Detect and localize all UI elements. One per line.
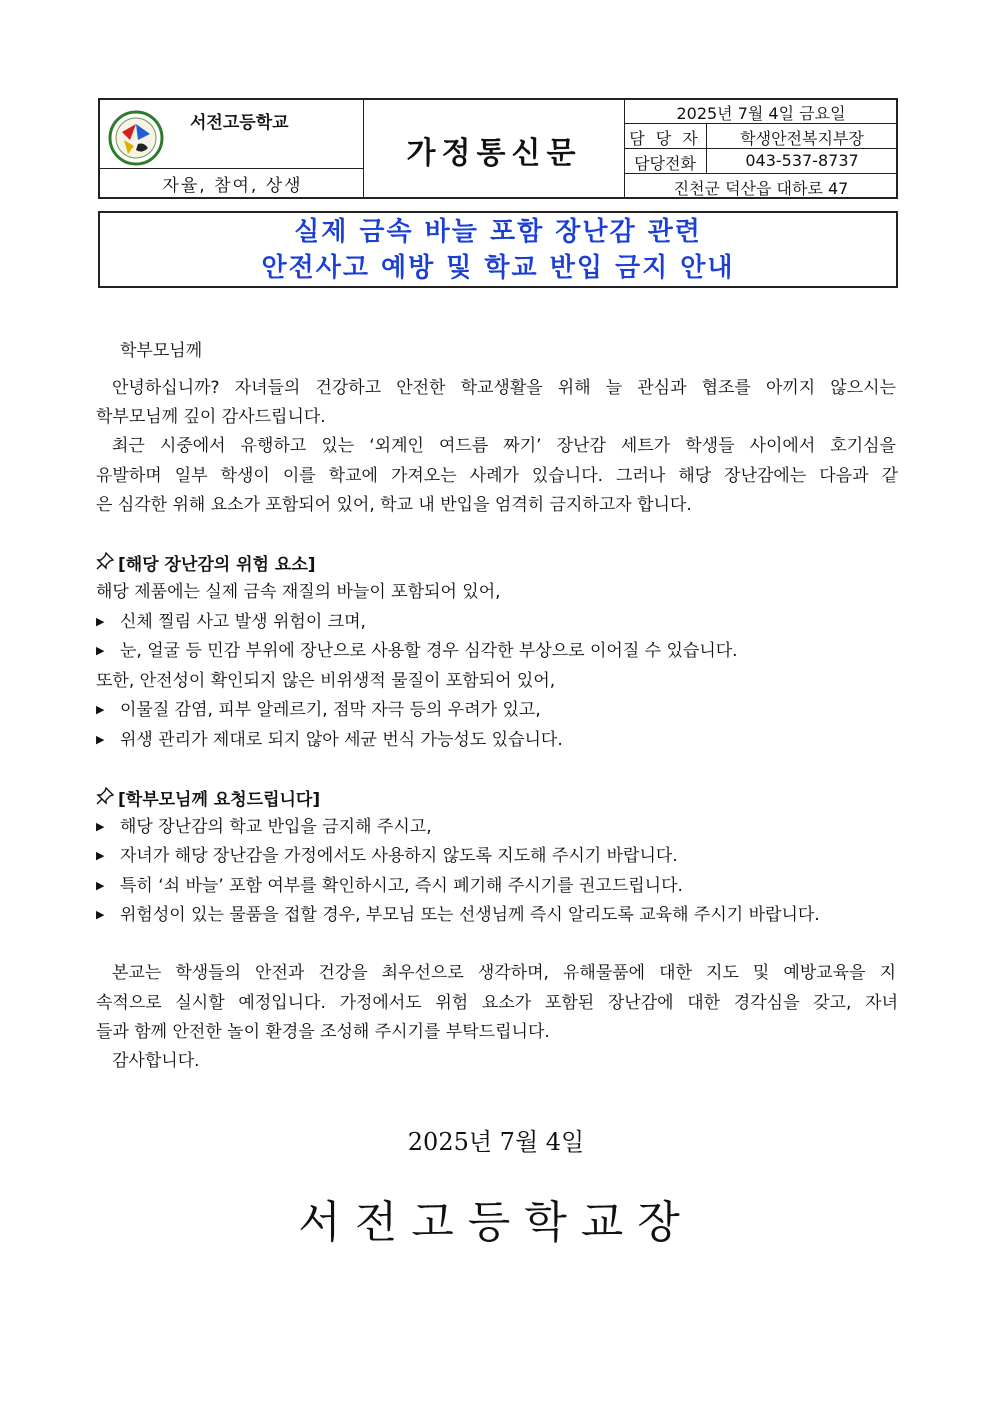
section-heading-requests: [96, 787, 898, 811]
pushpin-icon: [96, 787, 118, 811]
notice-title-line-1: 실제 금속 바늘 포함 장난감 관련: [294, 217, 702, 247]
greeting: 학부모님께: [120, 341, 203, 361]
paragraph-line: 속적으로 실시할 예정입니다. 가정에서도 위험 요소가 포함된 장난감에 대한 경각심을 갖고, 자녀: [96, 993, 898, 1013]
school-motto: 자율, 참여, 상생: [162, 176, 303, 196]
phone-label: 담당전화: [634, 154, 696, 173]
divider: [100, 168, 363, 169]
paragraph-line: 들과 함께 안전한 놀이 환경을 조성해 주시기를 부탁드립니다.: [96, 1022, 550, 1042]
paragraph-line: 최근 시중에서 유행하고 있는 ‘외계인 여드름 짜기’ 장난감 세트가 학생들 사이에서 호기심을: [112, 436, 896, 456]
list-item-text: 눈, 얼굴 등 민감 부위에 장난으로 사용할 경우 심각한 부상으로 이어질 수 있습니다.: [120, 641, 738, 661]
footer-date: 2025년 7월 4일: [407, 1128, 585, 1156]
triangle-bullet-icon: ▶: [96, 820, 105, 833]
triangle-bullet-icon: ▶: [96, 644, 105, 657]
school-emblem-logo: [108, 110, 164, 166]
principal-signature: 서전고등학교장: [298, 1197, 694, 1248]
notice-title-box: [98, 211, 898, 288]
paragraph-line: 학부모님께 깊이 감사드립니다.: [96, 407, 326, 427]
list-item-text: 해당 장난감의 학교 반입을 금지해 주시고,: [120, 817, 432, 837]
triangle-bullet-icon: ▶: [96, 908, 105, 921]
triangle-bullet-icon: ▶: [96, 849, 105, 862]
paragraph-line: 은 심각한 위해 요소가 포함되어 있어, 학교 내 반입을 엄격히 금지하고자 합니다.: [96, 495, 692, 515]
pushpin-icon: [96, 552, 118, 576]
list-item-text: 자녀가 해당 장난감을 가정에서도 사용하지 않도록 지도해 주시기 바랍니다.: [120, 846, 678, 866]
triangle-bullet-icon: ▶: [96, 733, 105, 746]
section-title: [학부모님께 요청드립니다]: [118, 790, 321, 810]
list-item: [96, 640, 898, 662]
section-intro: 해당 제품에는 실제 금속 재질의 바늘이 포함되어 있어,: [96, 582, 501, 602]
phone-value: 043-537-8737: [745, 151, 859, 170]
list-item: [96, 816, 898, 838]
triangle-bullet-icon: ▶: [96, 703, 105, 716]
document-type-title: 가정통신문: [406, 136, 582, 171]
notice-title-line-2: 안전사고 예방 및 학교 반입 금지 안내: [261, 253, 735, 283]
school-address: 진천군 덕산읍 대하로 47: [673, 179, 849, 198]
list-item: [96, 845, 898, 867]
school-name: 서전고등학교: [190, 113, 289, 133]
list-item-text: 위생 관리가 제대로 되지 않아 세균 번식 가능성도 있습니다.: [120, 730, 563, 750]
section-title: [해당 장난감의 위험 요소]: [118, 555, 316, 575]
list-item-text: 특히 ‘쇠 바늘’ 포함 여부를 확인하시고, 즉시 폐기해 주시기를 권고드립니다.: [120, 876, 683, 896]
list-item: [96, 699, 898, 721]
list-item: [96, 875, 898, 897]
list-item-text: 위험성이 있는 물품을 접할 경우, 부모님 또는 선생님께 즉시 알리도록 교육해 주시기 바랍니다.: [120, 905, 820, 925]
list-item: [96, 611, 898, 633]
list-item-text: 신체 찔림 사고 발생 위험이 크며,: [120, 612, 366, 632]
triangle-bullet-icon: ▶: [96, 879, 105, 892]
manager-label: 담 당 자: [629, 129, 701, 148]
section-intro: 또한, 안전성이 확인되지 않은 비위생적 물질이 포함되어 있어,: [96, 671, 556, 691]
manager-value: 학생안전복지부장: [740, 129, 864, 148]
paragraph-line: 안녕하십니까? 자녀들의 건강하고 안전한 학교생활을 위해 늘 관심과 협조를 아끼지 않으시는: [112, 378, 896, 398]
list-item: [96, 729, 898, 751]
header-table: [98, 98, 898, 199]
closing-thanks: 감사합니다.: [112, 1051, 200, 1071]
triangle-bullet-icon: ▶: [96, 615, 105, 628]
paragraph-line: 유발하며 일부 학생이 이를 학교에 가져오는 사례가 있습니다. 그러나 해당 장난감에는 다음과 같: [96, 466, 898, 486]
issue-date: 2025년 7월 4일 금요일: [676, 104, 846, 123]
list-item-text: 이물질 감염, 피부 알레르기, 점막 자극 등의 우려가 있고,: [120, 700, 541, 720]
list-item: [96, 904, 898, 926]
section-heading-risks: [96, 552, 898, 576]
paragraph-line: 본교는 학생들의 안전과 건강을 최우선으로 생각하며, 유해물품에 대한 지도 및 예방교육을 지: [112, 963, 896, 983]
